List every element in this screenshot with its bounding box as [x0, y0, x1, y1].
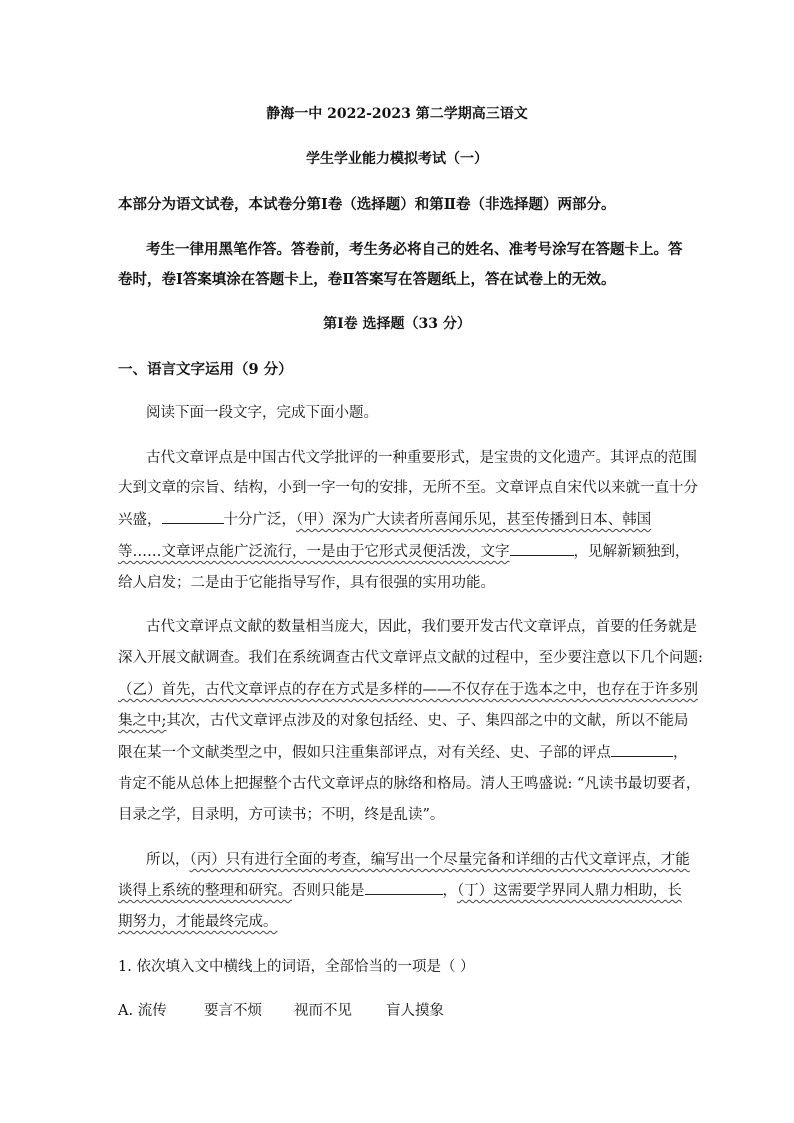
passage-p1-line3: [118, 508, 678, 529]
passage-text: 所以，: [146, 852, 190, 868]
instruction-line-2b: 卷时，卷Ⅰ答案填涂在答题卡上，卷Ⅱ答案写在答题纸上，答在试卷上的无效。: [118, 271, 616, 288]
marked-sentence-ding: （丁）这需要学界同人鼎力相助，长: [457, 883, 682, 899]
passage-text: ，: [673, 745, 688, 761]
answer-blank-4: [365, 880, 443, 895]
question-1-stem: 1. 依次填入文中横线上的词语，全部恰当的一项是（ ）: [118, 959, 475, 975]
passage-text: ，见解新颖独到，: [573, 544, 690, 560]
passage-p2-line1: 古代文章评点文献的数量相当庞大，因此，我们要开发古代文章评点，首要的任务就是: [146, 619, 697, 635]
passage-text: 否则只能是: [292, 883, 365, 899]
passage-p3-line2: [118, 879, 682, 900]
passage-p1-line2: 大到文章的宗旨、结构，小到一字一句的安排，无所不至。文章评点自宋代以来就一直十分: [118, 480, 698, 496]
instruction-line-2a: 考生一律用黑笔作答。答卷前，考生务必将自己的姓名、准考号涂写在答题卡上。答: [146, 241, 683, 258]
passage-p2-line5: [118, 741, 688, 762]
option-a-choice-4: 盲人摸象: [386, 1003, 444, 1019]
passage-p2-line2: 深入开展文献调查。我们在系统调查古代文章评点文献的过程中，至少要注意以下几个问题:: [118, 650, 703, 666]
option-a-choice-2: 要言不烦: [204, 1003, 262, 1019]
marked-sentence-yi: （乙）首先，古代文章评点的存在方式是多样的——不仅存在于选本之中，也存在于许多别: [118, 682, 698, 698]
answer-blank-2: [510, 541, 574, 556]
passage-p1-line4: [118, 540, 690, 561]
exam-subtitle: 学生学业能力模拟考试（一）: [306, 151, 488, 167]
marked-sentence-ding-cont: 期努力，才能最终完成。: [118, 914, 278, 930]
exam-title: 静海一中 2022-2023 第二学期高三语文: [266, 106, 528, 122]
option-a-choice-3: 视而不见: [294, 1003, 352, 1019]
passage-p2-line4: [118, 709, 689, 730]
marked-sentence-yi-cont: 集之中;: [118, 713, 167, 729]
question-1-option-a: [118, 999, 678, 1020]
option-a-choice-1: A. 流传: [118, 1003, 167, 1019]
marked-sentence-bing: （丙）只有进行全面的考查，编写出一个尽量完备和详细的古代文章评点，才能: [189, 852, 690, 868]
passage-p2-line6: 肯定不能从总体上把握整个古代文章评点的脉络和格局。清人王鸣盛说: “凡读书最切要者，: [118, 776, 701, 792]
passage-text: 十分广泛，: [223, 512, 296, 528]
passage-p3-line1: [118, 848, 690, 869]
answer-blank-3: [611, 742, 673, 757]
passage-p2-line7: 目录之学，目录明，方可读书；不明，终是乱读”。: [118, 807, 445, 823]
passage-text: 其次，古代文章评点涉及的对象包括经、史、子、集四部之中的文献，所以不能局: [166, 713, 689, 729]
answer-blank-1: [162, 509, 224, 524]
marked-sentence-bing-cont: 谈得上系统的整理和研究。: [118, 883, 292, 899]
passage-text: ，: [442, 883, 457, 899]
passage-p1-line1: 古代文章评点是中国古代文学批评的一种重要形式，是宝贵的文化遗产。其评点的范围: [146, 450, 697, 466]
part1-heading: 第Ⅰ卷 选择题（33 分）: [323, 316, 471, 332]
passage-text: 限在某一个文献类型之中，假如只注重集部评点，对有关经、史、子部的评点: [118, 745, 611, 761]
passage-p1-line5: 给人启发；二是由于它能指导写作，具有很强的实用功能。: [118, 575, 495, 591]
passage-text: 兴盛，: [118, 512, 162, 528]
reading-directive: 阅读下面一段文字，完成下面小题。: [146, 405, 378, 421]
instruction-line-1: 本部分为语文试卷，本试卷分第Ⅰ卷（选择题）和第Ⅱ卷（非选择题）两部分。: [118, 196, 616, 213]
section1-heading: 一、语言文字运用（9 分）: [118, 361, 293, 378]
marked-sentence-jia: （甲）深为广大读者所喜闻乐见，甚至传播到日本、韩国: [296, 512, 652, 528]
marked-sentence-jia-cont: 等……文章评点能广泛流行，一是由于它形式灵便活泼，文字: [118, 544, 510, 560]
